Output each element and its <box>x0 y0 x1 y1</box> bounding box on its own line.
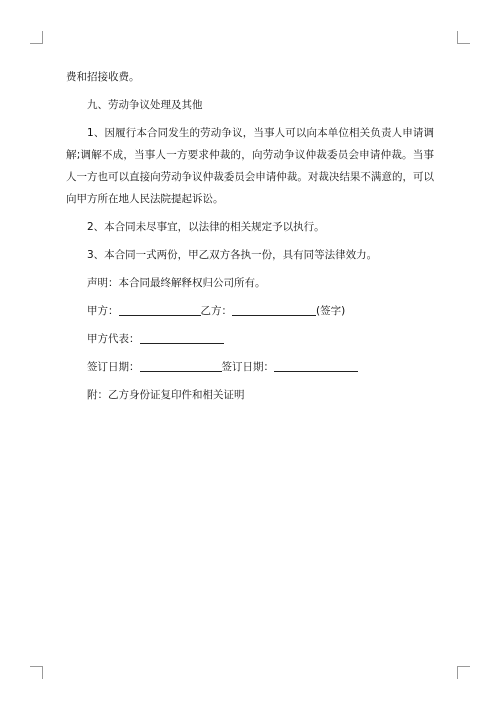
sign-date-b-blank <box>274 358 358 372</box>
party-b-label: 乙方： <box>200 305 232 317</box>
party-a-rep-line <box>66 328 434 350</box>
crop-mark-bottom-right <box>457 666 470 679</box>
section-heading: 九、劳动争议处理及其他 <box>87 99 203 111</box>
sign-note: (签字) <box>316 305 346 317</box>
party-a-rep-blank <box>140 330 224 344</box>
crop-mark-top-left <box>30 31 43 44</box>
crop-mark-top-right <box>457 31 470 44</box>
attachment-note: 附：乙方身份证复印件和相关证明 <box>87 389 245 401</box>
clause-3: 3、本合同一式两份，甲乙双方各执一份，具有同等法律效力。 <box>87 249 378 261</box>
clause-2: 2、本合同未尽事宜，以法律的相关规定予以执行。 <box>87 221 325 233</box>
sign-date-a-label: 签订日期： <box>87 361 140 373</box>
continuation-line: 费和招接收费。 <box>66 71 140 83</box>
sign-date-a-blank <box>140 358 222 372</box>
party-a-label: 甲方： <box>87 305 119 317</box>
party-signature-line <box>66 300 434 322</box>
crop-mark-bottom-left <box>30 666 43 679</box>
sign-date-line <box>66 356 434 378</box>
party-a-blank <box>119 302 201 316</box>
clause-1: 1、因履行本合同发生的劳动争议，当事人可以向本单位相关负责人申请调解;调解不成，当事人一方要求仲裁的，向劳动争议仲裁委员会申请仲裁。当事人一方也可以直接向劳动争议仲裁委员会申请仲裁。对裁决结果不满意的，可以向甲方所在地人民法院提起诉讼。 <box>66 127 434 205</box>
sign-date-b-label: 签订日期： <box>221 361 274 373</box>
document-body <box>66 66 434 412</box>
statement: 声明：本合同最终解释权归公司所有。 <box>87 277 266 289</box>
party-b-blank <box>232 302 316 316</box>
party-a-rep-label: 甲方代表： <box>87 333 140 345</box>
